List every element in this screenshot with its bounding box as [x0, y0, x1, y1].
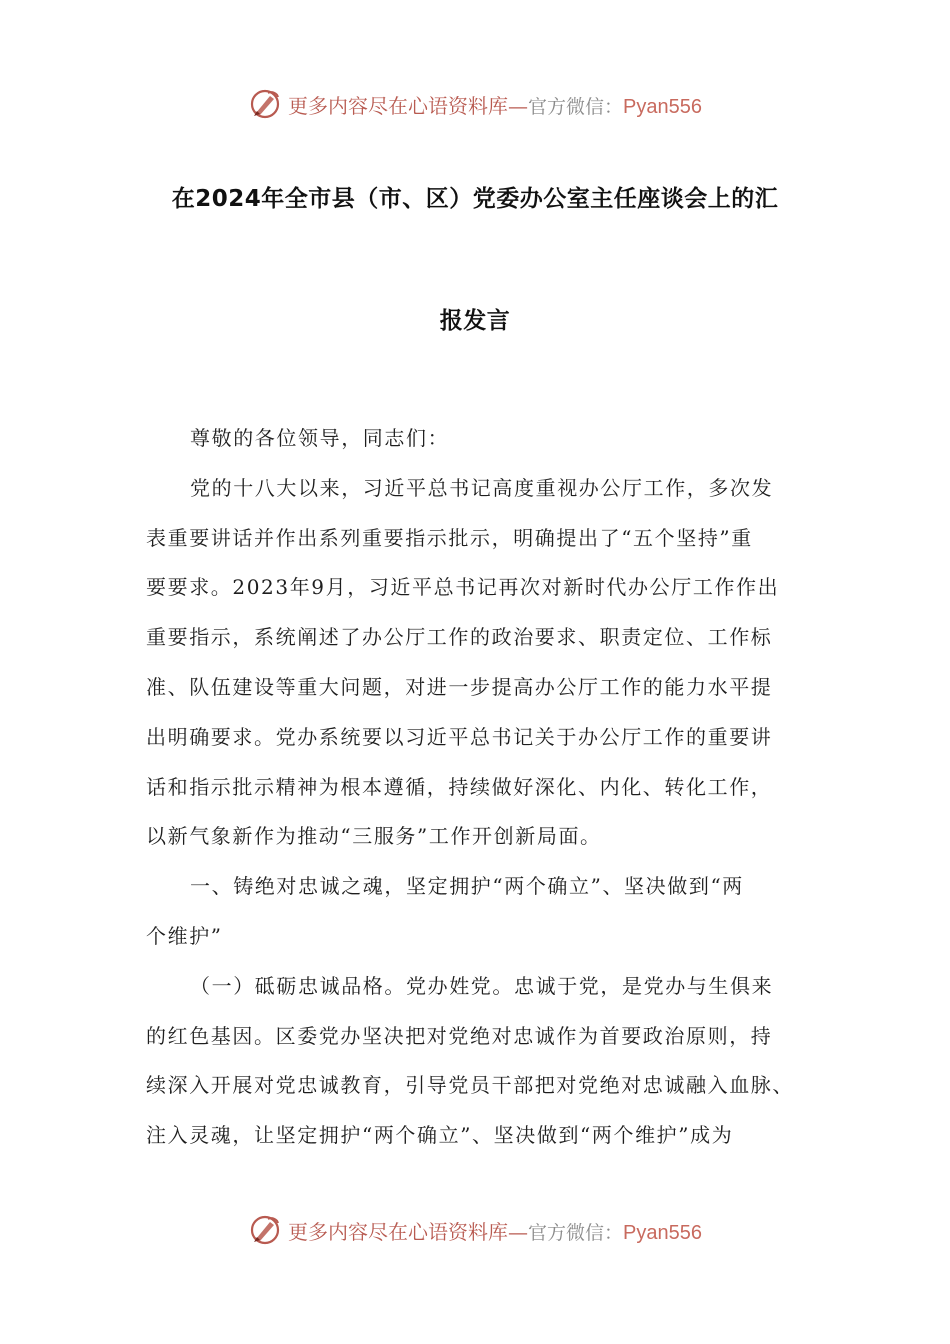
body-line: 党的十八大以来，习近平总书记高度重视办公厅工作，多次发 — [190, 475, 774, 500]
banner-main-text: 更多内容尽在心语资料库 — [288, 93, 508, 118]
body-line: 注入灵魂，让坚定拥护“两个确立”、坚决做到“两个维护”成为 — [146, 1123, 734, 1148]
section-heading-cont: 个维护” — [146, 923, 223, 948]
footer-banner — [0, 1210, 950, 1250]
banner-wechat-id: Pyan556 — [623, 1221, 702, 1244]
banner-wechat-label: 官方微信： — [528, 1221, 624, 1244]
subsection-line: （一）砥砺忠诚品格。党办姓党。忠诚于党，是党办与生俱来 — [190, 973, 774, 998]
pen-seal-icon — [248, 87, 282, 121]
body-line: 准、队伍建设等重大问题，对进一步提高办公厅工作的能力水平提 — [146, 674, 773, 699]
document-body — [146, 414, 816, 1161]
banner-dash: — — [508, 93, 528, 118]
banner-text — [288, 90, 702, 119]
body-line: 话和指示批示精神为根本遵循，持续做好深化、内化、转化工作， — [146, 774, 773, 799]
header-banner — [0, 84, 950, 124]
body-line: 要要求。2023年9月，习近平总书记再次对新时代办公厅工作作出 — [146, 575, 780, 600]
body-line: 续深入开展对党忠诚教育，引导党员干部把对党绝对忠诚融入血脉、 — [146, 1073, 794, 1098]
body-line: 的红色基因。区委党办坚决把对党绝对忠诚作为首要政治原则，持 — [146, 1023, 773, 1048]
salutation: 尊敬的各位领导，同志们： — [190, 426, 450, 450]
document-title-line-1: 在2024年全市县（市、区）党委办公室主任座谈会上的汇 — [171, 186, 779, 212]
banner-text — [288, 1216, 702, 1245]
body-line: 出明确要求。党办系统要以习近平总书记关于办公厅工作的重要讲 — [146, 724, 773, 749]
body-line: 以新气象新作为推动“三服务”工作开创新局面。 — [146, 824, 602, 849]
section-heading: 一、铸绝对忠诚之魂，坚定拥护“两个确立”、坚决做到“两 — [190, 874, 744, 899]
pen-seal-icon — [248, 1213, 282, 1247]
banner-wechat-id: Pyan556 — [623, 95, 702, 118]
banner-main-text: 更多内容尽在心语资料库 — [288, 1219, 508, 1244]
banner-dash: — — [508, 1219, 528, 1244]
document-title-line-2: 报发言 — [439, 308, 511, 334]
body-line: 表重要讲话并作出系列重要指示批示，明确提出了“五个坚持”重 — [146, 525, 753, 550]
banner-wechat-label: 官方微信： — [528, 95, 624, 118]
body-line: 重要指示，系统阐述了办公厅工作的政治要求、职责定位、工作标 — [146, 625, 773, 650]
